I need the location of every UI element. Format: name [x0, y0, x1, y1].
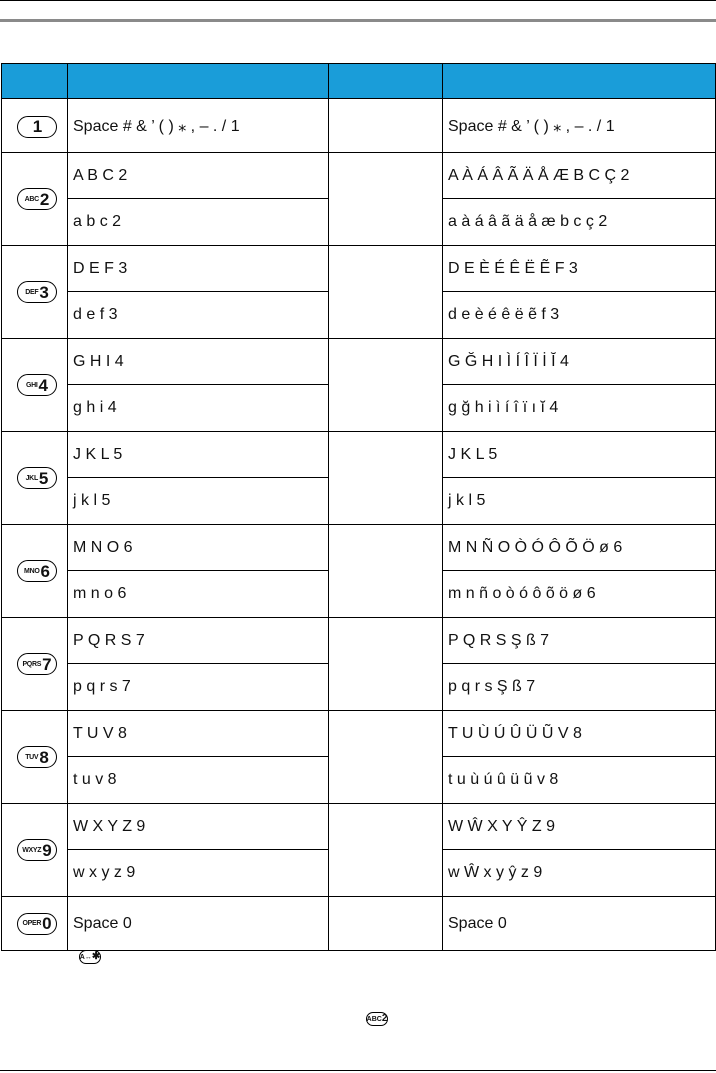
key-5-icon: JKL 5 [17, 467, 57, 489]
blank-cell [329, 99, 443, 153]
mode2-characters: P Q R S Ş ß 7 [443, 618, 716, 664]
blank-cell [329, 246, 443, 339]
table-header-row [2, 64, 716, 99]
table-row [2, 711, 716, 757]
mode1-characters: G H I 4 [68, 339, 329, 385]
key-cell [2, 99, 68, 153]
header-key-column [2, 64, 68, 99]
table-row [2, 153, 716, 199]
mode1-characters: j k l 5 [68, 478, 329, 525]
mode2-characters: A À Á Â Ã Ä Å Æ B C Ç 2 [443, 153, 716, 199]
table-row [2, 246, 716, 292]
table-row [2, 99, 716, 153]
table-row [2, 897, 716, 951]
key-8-icon: TUV 8 [17, 746, 57, 768]
key-9-icon: WXYZ 9 [17, 839, 57, 861]
key-cell [2, 711, 68, 804]
mode1-characters: m n o 6 [68, 571, 329, 618]
mode2-characters: m n ñ o ò ó ô õ ö ø 6 [443, 571, 716, 618]
key-cell [2, 432, 68, 525]
key-cell [2, 618, 68, 711]
key-4-icon: GHI 4 [17, 374, 57, 396]
mode2-characters: G Ğ H I Ì Í Î Ï İ Ĭ 4 [443, 339, 716, 385]
mode2-characters: j k l 5 [443, 478, 716, 525]
key-2-icon: ABC 2 [17, 188, 57, 210]
mode2-characters: T U Ù Ú Û Ü Ũ V 8 [443, 711, 716, 757]
blank-cell [329, 339, 443, 432]
bottom-rule [0, 1070, 716, 1071]
mode-switch-key-icon: A↔ ✱ [79, 951, 101, 962]
blank-cell [329, 711, 443, 804]
mode2-characters: g ğ h i ì í î ï ı ĭ 4 [443, 385, 716, 432]
key-cell [2, 804, 68, 897]
mode1-characters: t u v 8 [68, 757, 329, 804]
table-row [2, 525, 716, 571]
key-cell [2, 339, 68, 432]
key-7-icon: PQRS 7 [17, 653, 57, 675]
key-cell [2, 897, 68, 951]
mode1-characters: P Q R S 7 [68, 618, 329, 664]
blank-cell [329, 897, 443, 951]
header-mode2-column [443, 64, 716, 99]
table-row [2, 432, 716, 478]
key-cell [2, 153, 68, 246]
key-1-icon: 1 [17, 116, 57, 138]
mode1-characters: w x y z 9 [68, 850, 329, 897]
blank-cell [329, 432, 443, 525]
mode2-characters: J K L 5 [443, 432, 716, 478]
abc2-key-icon: ABC 2 [366, 1013, 388, 1024]
blank-cell [329, 153, 443, 246]
mode1-characters: T U V 8 [68, 711, 329, 757]
header-mode1-column [68, 64, 329, 99]
header-blank-column [329, 64, 443, 99]
mode1-characters: Space # & ’ ( ) ⁎ , – . / 1 [68, 99, 329, 153]
mode1-characters: J K L 5 [68, 432, 329, 478]
blank-cell [329, 525, 443, 618]
key-3-icon: DEF 3 [17, 281, 57, 303]
mode2-characters: D E È É Ê Ë Ẽ F 3 [443, 246, 716, 292]
mode2-characters: w Ŵ x y ŷ z 9 [443, 850, 716, 897]
mode2-characters: p q r s Ş ß 7 [443, 664, 716, 711]
mode2-characters: d e è é ê ë ẽ f 3 [443, 292, 716, 339]
mode1-characters: g h i 4 [68, 385, 329, 432]
table-row [2, 804, 716, 850]
blank-cell [329, 804, 443, 897]
top-rule [0, 0, 716, 1]
mode2-characters: Space 0 [443, 897, 716, 951]
mode2-characters: a à á â ã ä å æ b c ç 2 [443, 199, 716, 246]
mode1-characters: p q r s 7 [68, 664, 329, 711]
mode1-characters: D E F 3 [68, 246, 329, 292]
table-body [2, 99, 716, 951]
mode1-characters: Space 0 [68, 897, 329, 951]
character-table [1, 63, 716, 951]
key-cell [2, 246, 68, 339]
mode1-characters: a b c 2 [68, 199, 329, 246]
key-0-icon: OPER 0 [17, 913, 57, 935]
key-6-icon: MNO 6 [17, 560, 57, 582]
blank-cell [329, 618, 443, 711]
mode1-characters: W X Y Z 9 [68, 804, 329, 850]
mode2-characters: Space # & ’ ( ) ⁎ , – . / 1 [443, 99, 716, 153]
key-cell [2, 525, 68, 618]
mode1-characters: A B C 2 [68, 153, 329, 199]
mode1-characters: d e f 3 [68, 292, 329, 339]
mode2-characters: t u ù ú û ü ũ v 8 [443, 757, 716, 804]
mode2-characters: W Ŵ X Y Ŷ Z 9 [443, 804, 716, 850]
table-row [2, 618, 716, 664]
header-rule [0, 19, 716, 22]
table-row [2, 339, 716, 385]
mode2-characters: M N Ñ O Ò Ó Ô Õ Ö ø 6 [443, 525, 716, 571]
mode1-characters: M N O 6 [68, 525, 329, 571]
